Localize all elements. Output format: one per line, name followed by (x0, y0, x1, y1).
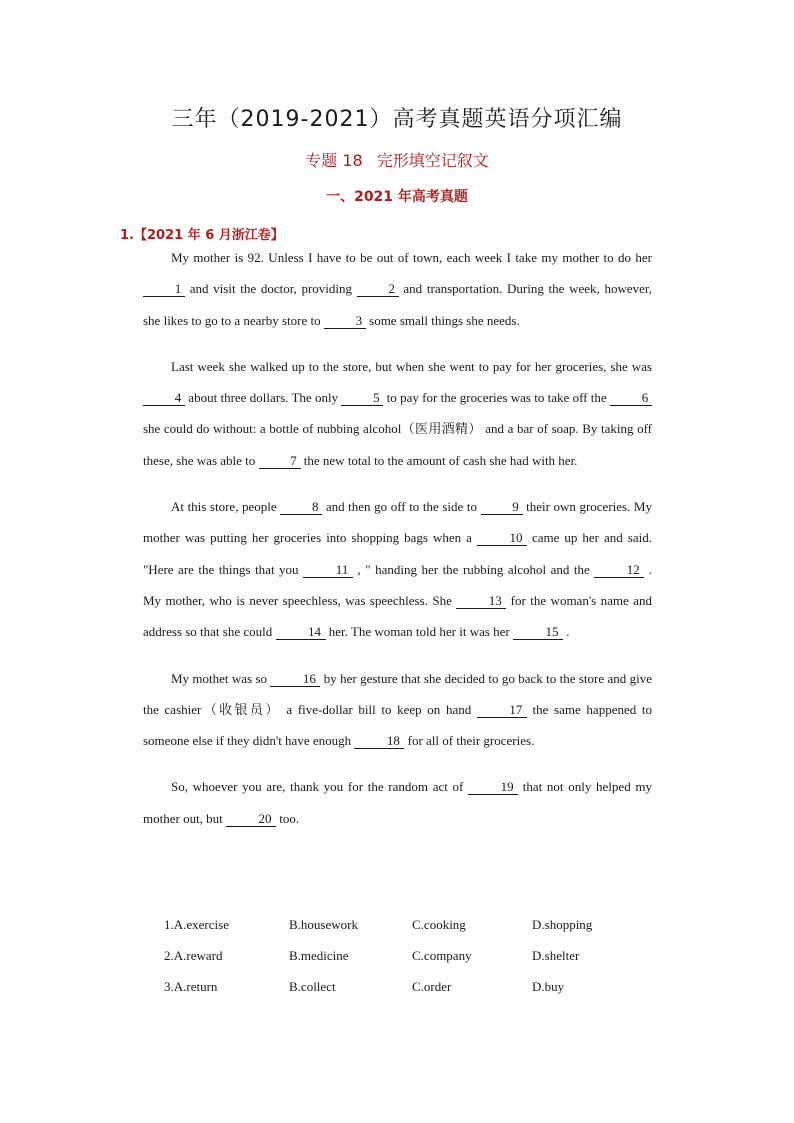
cloze-blank: 20 (226, 812, 276, 827)
question-source: 【2021 年 6 月浙江卷】 (133, 228, 284, 243)
question-heading (120, 224, 284, 243)
cloze-blank: 13 (456, 594, 506, 609)
cloze-passage (143, 242, 652, 849)
option-c: C.cooking (412, 917, 466, 932)
option-b: B.housework (289, 917, 358, 932)
option-a: 2.A.reward (164, 948, 223, 963)
answer-options (164, 917, 644, 1010)
option-b: B.collect (289, 979, 336, 994)
cloze-blank: 7 (259, 454, 301, 469)
cloze-blank: 18 (354, 734, 404, 749)
section-heading: 一、2021 年高考真题 (326, 189, 468, 205)
cloze-blank: 11 (303, 563, 353, 578)
subtitle-topic: 专题 18 (305, 151, 363, 170)
cloze-blank: 5 (341, 391, 383, 406)
option-b: B.medicine (289, 948, 349, 963)
question-number: 1. (120, 228, 134, 243)
cloze-blank: 3 (324, 314, 366, 329)
cloze-blank: 17 (477, 703, 527, 718)
document-title: 三年（2019-2021）高考真题英语分项汇编 (171, 107, 623, 132)
cloze-blank: 10 (477, 531, 527, 546)
passage-paragraph: At this store, people 8 and then go off to the side to 9 their own groceries. My mother was putting her groceries into shopping bags when a 10 came up her and said. "Here are the things that you 11 , " handing her the rubbing alcohol and the 12 . My mother, who is never speechless, was speechless. She 13 for the woman's name and address so that she could 14 her. The woman told her it was her 15 . (143, 499, 653, 640)
subtitle-name: 完形填空记叙文 (376, 151, 489, 170)
option-row (164, 948, 644, 979)
cloze-blank: 6 (610, 391, 652, 406)
cloze-blank: 19 (468, 780, 518, 795)
cloze-blank: 4 (143, 391, 185, 406)
option-d: D.shopping (532, 917, 593, 932)
option-c: C.company (412, 948, 472, 963)
option-row (164, 979, 644, 1010)
cloze-blank: 1 (143, 282, 185, 297)
cloze-blank: 2 (357, 282, 399, 297)
document-subtitle (0, 148, 794, 171)
passage-paragraph: My mother is 92. Unless I have to be out of town, each week I take my mother to do her 1 and visit the doctor, providing 2 and transportation. During the week, however, she likes to go to a nearby store to 3 some small things she needs. (143, 250, 652, 328)
option-c: C.order (412, 979, 452, 994)
cloze-blank: 16 (270, 672, 320, 687)
option-a: 3.A.return (164, 979, 218, 994)
passage-paragraph: My mothet was so 16 by her gesture that she decided to go back to the store and give the cashier（收银员） a five-dollar bill to keep on hand 17 the same happened to someone else if they didn't have enough 18 for all of their groceries. (143, 670, 652, 749)
option-row (164, 917, 644, 948)
cloze-blank: 8 (280, 500, 322, 515)
option-a: 1.A.exercise (164, 917, 229, 932)
cloze-blank: 15 (513, 625, 563, 640)
cloze-blank: 9 (481, 500, 523, 515)
cloze-blank: 12 (594, 563, 644, 578)
passage-paragraph: Last week she walked up to the store, but when she went to pay for her groceries, she was 4 about three dollars. The only 5 to pay for the groceries was to take off the 6 she could do without: a bottle of nubbing alcohol（医用酒精） and a bar of soap. By taking off these, she was able to 7 the new total to the amount of cash she had with her. (143, 358, 652, 468)
option-d: D.shelter (532, 948, 580, 963)
option-d: D.buy (532, 979, 565, 994)
cloze-blank: 14 (276, 625, 326, 640)
passage-paragraph: So, whoever you are, thank you for the random act of 19 that not only helped my mother out, but 20 too. (143, 779, 652, 826)
